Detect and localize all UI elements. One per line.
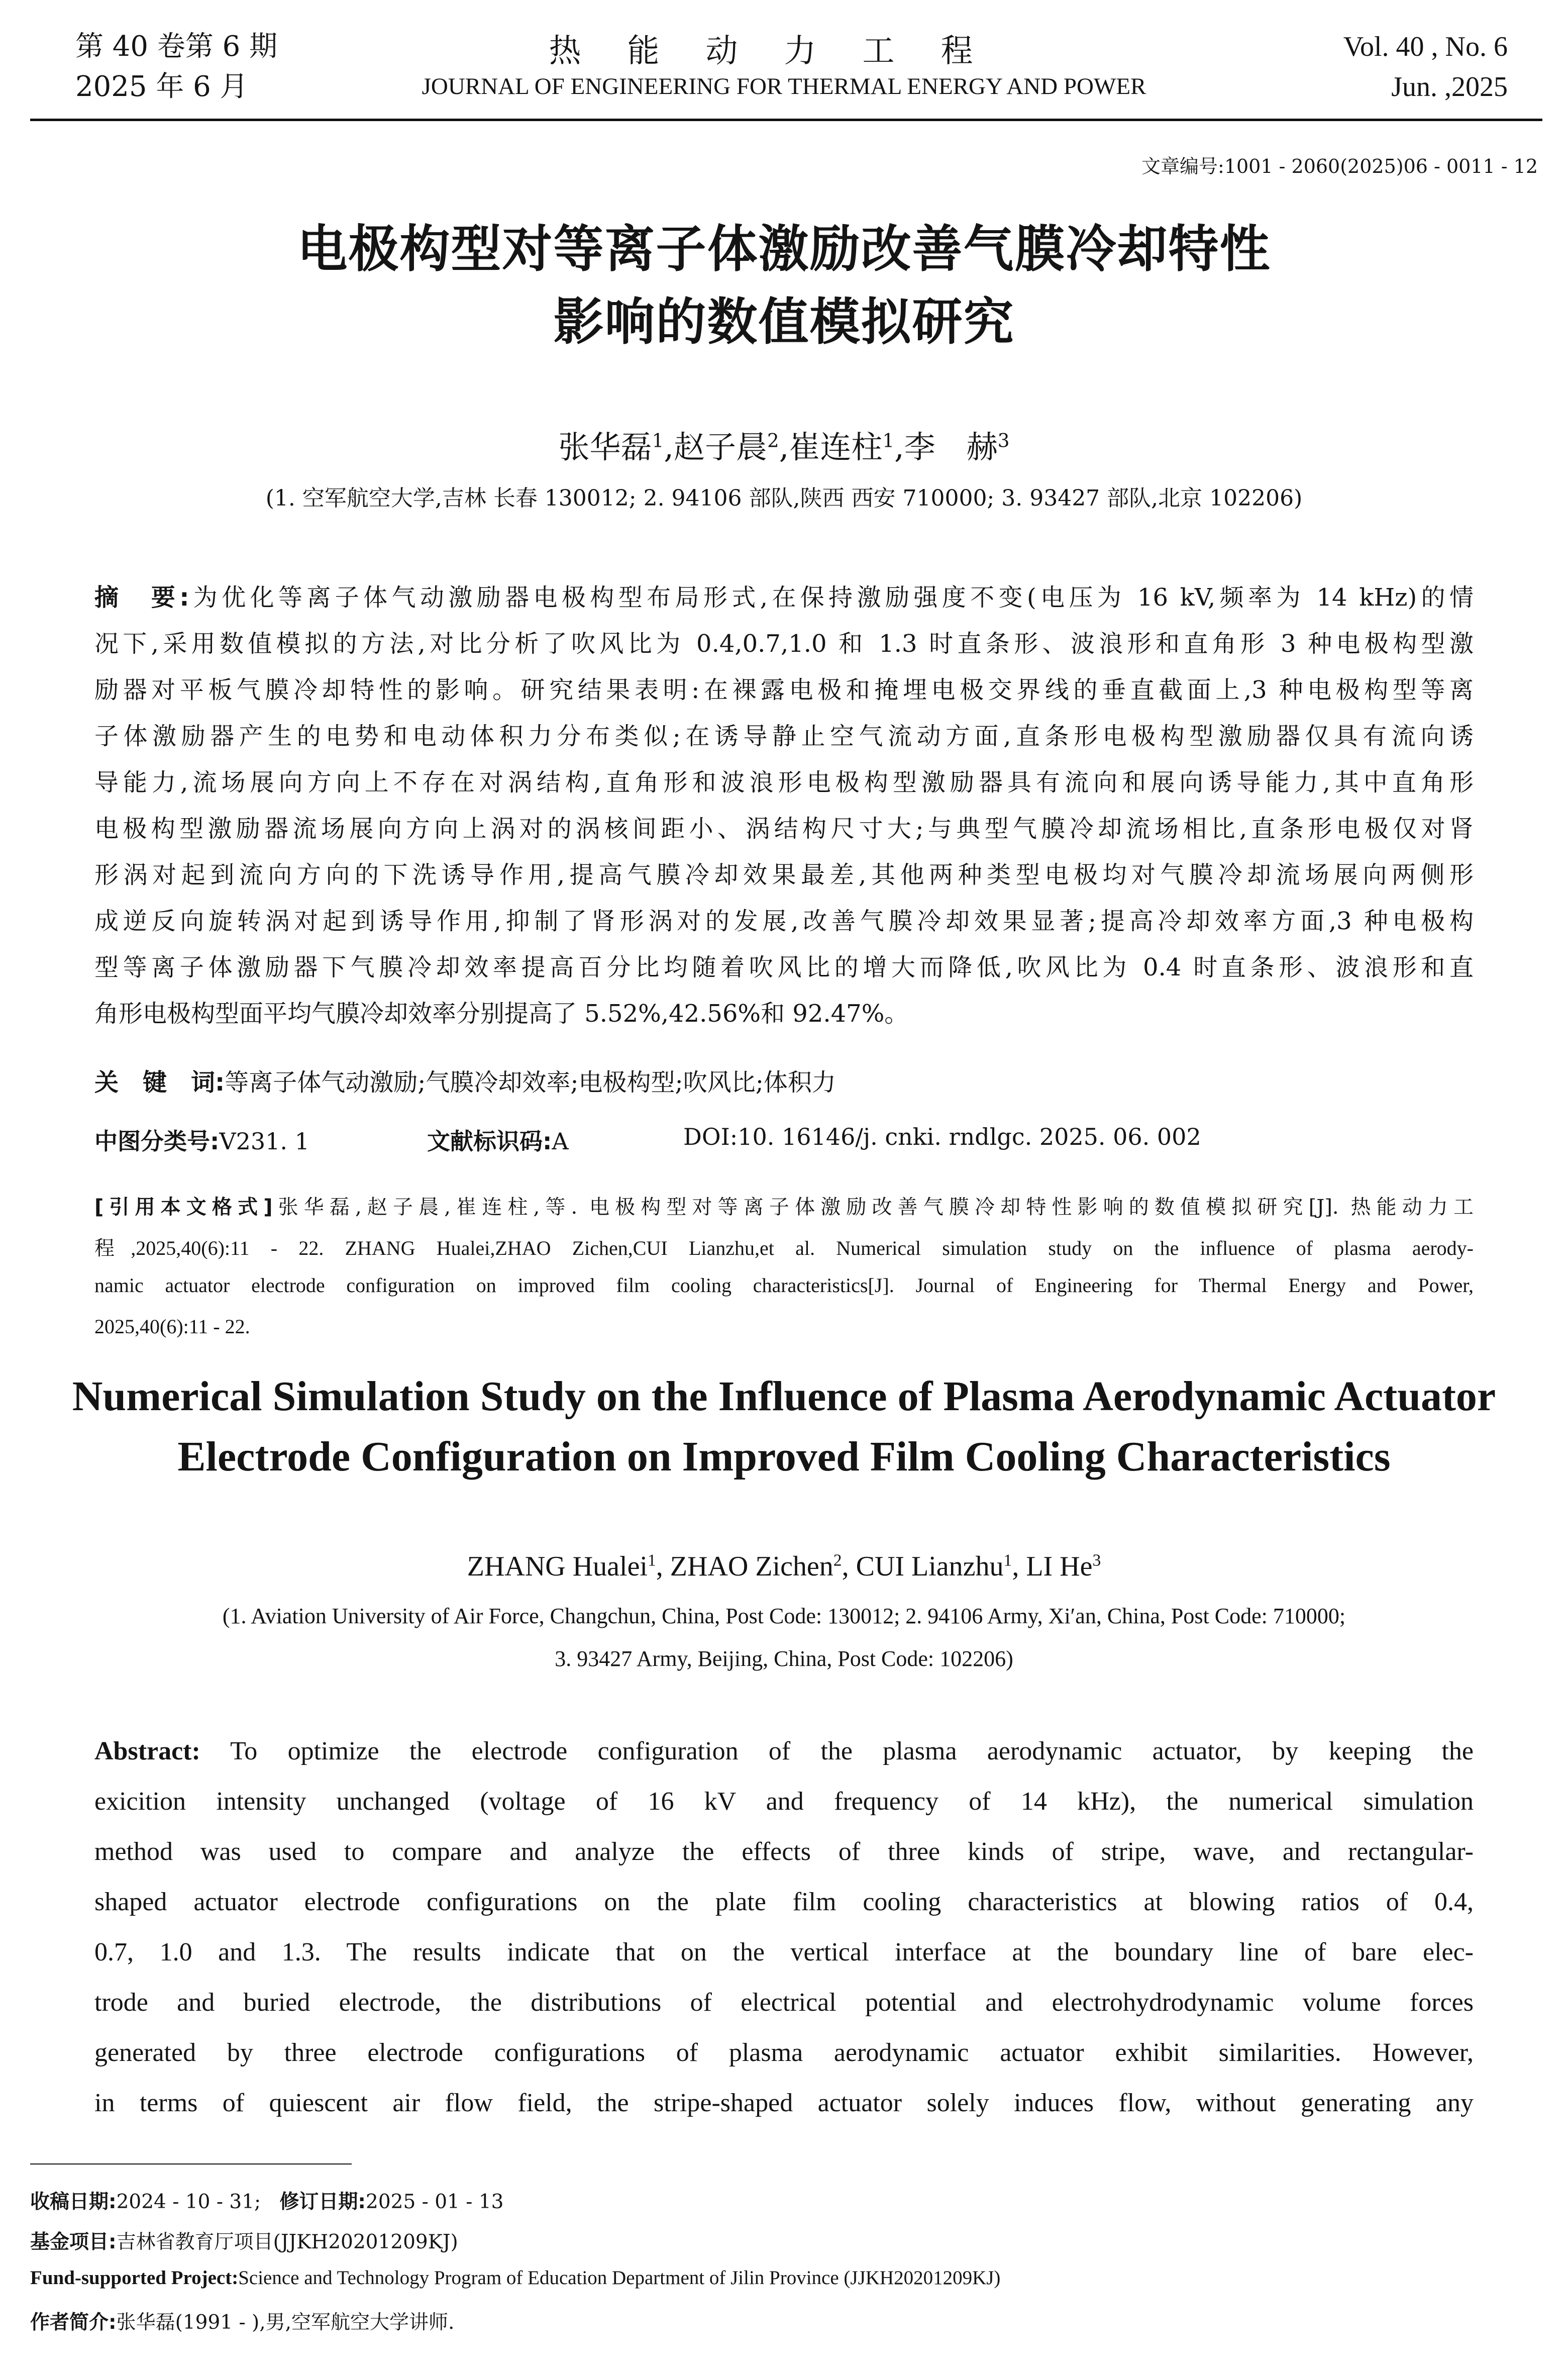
abstract-cn-line: 电极构型激励器流场展向方向上涡对的涡核间距小、涡结构尺寸大;与典型气膜冷却流场相比,直条形电极仅对肾	[94, 815, 1474, 843]
abstract-en-line: method was used to compare and analyze the effects of three kinds of stripe, wave, and rectangular-	[94, 1837, 1474, 1866]
authors-cn: 张华磊$^1$,赵子晨$^2$,崔连柱$^1$,李 赫$^3$	[558, 429, 1010, 465]
abstract-en-line: 0.7, 1.0 and 1.3. The results indicate that on the vertical interface at the boundary line of bare elec-	[94, 1938, 1474, 1966]
author-name: 赵子晨	[673, 429, 767, 465]
journal-name-cn: 热能动力工程	[549, 33, 1019, 70]
footnote-author-bio: 作者简介:张华磊(1991 - ),男,空军航空大学讲师.	[30, 2311, 455, 2334]
abstract-en-line: Abstract: To optimize the electrode configuration of the plasma aerodynamic actuator, by keeping the	[94, 1737, 1474, 1765]
title-en-line-2: Electrode Configuration on Improved Film Cooling Characteristics	[177, 1433, 1391, 1480]
author-name: ZHAO Zichen	[670, 1551, 833, 1582]
abstract-cn-line: 子体激励器产生的电势和电动体积力分布类似;在诱导静止空气流动方面,直条形电极构型激励器仅具有流向诱	[94, 722, 1474, 750]
keywords-cn	[94, 1063, 836, 1098]
author-name: 张华磊	[558, 429, 652, 465]
abstract-en	[94, 1736, 1474, 2138]
title-en-line-1: Numerical Simulation Study on the Influence of Plasma Aerodynamic Actuator	[72, 1373, 1496, 1420]
author-affiliation-mark: 1	[647, 1551, 656, 1570]
abstract-cn-line: 成逆反向旋转涡对起到诱导作用,抑制了肾形涡对的发展,改善气膜冷却效果显著;提高冷却效率方面,3 种电极构	[94, 907, 1474, 935]
author-name: CUI Lianzhu	[856, 1551, 1004, 1582]
header-rule	[30, 119, 1542, 121]
author-affiliation-mark: 2	[833, 1551, 842, 1570]
abstract-cn-line: 型等离子体激励器下气膜冷却效率提高百分比均随着吹风比的增大而降低,吹风比为 0.4 时直条形、波浪形和直	[94, 953, 1474, 981]
classification-clc: 中图分类号:V231. 1	[94, 1128, 309, 1155]
keywords-cn-text: 等离子体气动激励;气膜冷却效率;电极构型;吹风比;体积力	[225, 1068, 836, 1097]
citation-line: 2025,40(6):11 - 22.	[94, 1315, 250, 1338]
affiliation-en-line-2: 3. 93427 Army, Beijing, China, Post Code: 102206)	[555, 1646, 1013, 1671]
abstract-en-label: Abstract:	[94, 1737, 200, 1765]
affiliation-en-line-1: (1. Aviation University of Air Force, Changchun, China, Post Code: 130012; 2. 94106 Army, Xi′an, China, Post Code: 710000;	[222, 1604, 1346, 1628]
abstract-en-line: trode and buried electrode, the distributions of electrical potential and electrohydrodynamic volume forces	[94, 1988, 1474, 2017]
author-affiliation-mark: 1	[882, 429, 895, 452]
footnote-rule	[30, 2163, 352, 2164]
title-cn-line-2: 影响的数值模拟研究	[553, 292, 1015, 351]
abstract-cn-line: 况下,采用数值模拟的方法,对比分析了吹风比为 0.4,0.7,1.0 和 1.3 时直条形、波浪形和直角形 3 种电极构型激	[94, 630, 1474, 658]
citation-line: 程,2025,40(6):11 - 22. ZHANG Hualei,ZHAO Zichen,CUI Lianzhu,et al. Numerical simulation study on the influence of plasma aerody-	[94, 1237, 1474, 1259]
author-affiliation-mark: 3	[997, 429, 1010, 452]
title-cn-line-1: 电极构型对等离子体激励改善气膜冷却特性	[297, 220, 1271, 278]
author-affiliation-mark: 3	[1092, 1551, 1101, 1570]
author-name: ZHANG Hualei	[467, 1551, 648, 1582]
author-affiliation-mark: 2	[767, 429, 779, 452]
footnote-fund-cn: 基金项目:吉林省教育厅项目(JJKH20201209KJ)	[30, 2231, 458, 2253]
abstract-en-line: shaped actuator electrode configurations on the plate film cooling characteristics at blowing ratios of 0.4,	[94, 1888, 1474, 1916]
author-affiliation-mark: 1	[652, 429, 664, 452]
classification-doc-code: 文献标识码:A	[427, 1128, 569, 1155]
received-date: 2024 - 10 - 31;	[116, 2191, 261, 2213]
abstract-cn-line: 摘 要:为优化等离子体气动激励器电极构型布局形式,在保持激励强度不变(电压为 16 kV,频率为 14 kHz)的情	[94, 583, 1474, 612]
citation-label: [引用本文格式]	[94, 1196, 273, 1219]
doi: DOI:10. 16146/j. cnki. rndlgc. 2025. 06. 002	[683, 1123, 1201, 1150]
footnote-dates: 收稿日期:2024 - 10 - 31; 修订日期:2025 - 01 - 13	[30, 2191, 504, 2213]
footnote-fund-en: Fund-supported Project:Science and Technology Program of Education Department of Jilin Province (JJKH20201209KJ)	[30, 2267, 1001, 2289]
article-number: 文章编号:1001 - 2060(2025)06 - 0011 - 12	[1141, 155, 1538, 177]
affiliation-cn: (1. 空军航空大学,吉林 长春 130012; 2. 94106 部队,陕西 西安 710000; 3. 93427 部队,北京 102206)	[265, 485, 1303, 511]
abstract-en-line: generated by three electrode configurations of plasma aerodynamic actuator exhibit similarities. However,	[94, 2038, 1474, 2067]
revised-date: 2025 - 01 - 13	[366, 2191, 504, 2213]
abstract-en-line: in terms of quiescent air flow field, the stripe-shaped actuator solely induces flow, without generating any	[94, 2089, 1474, 2117]
author-name: 李 赫	[904, 429, 998, 465]
journal-name-en: JOURNAL OF ENGINEERING FOR THERMAL ENERGY AND POWER	[422, 73, 1146, 100]
abstract-cn-label: 摘 要:	[94, 583, 189, 612]
abstract-cn-line: 形涡对起到流向方向的下洗诱导作用,提高气膜冷却效果最差,其他两种类型电极均对气膜冷却流场展向两侧形	[94, 861, 1474, 889]
author-affiliation-mark: 1	[1003, 1551, 1012, 1570]
volume-issue-en: Vol. 40 , No. 6	[1343, 31, 1508, 62]
abstract-cn-line: 励器对平板气膜冷却特性的影响。研究结果表明:在裸露电极和掩埋电极交界线的垂直截面上,3 种电极构型等离	[94, 676, 1474, 704]
citation-line: [引用本文格式]张华磊,赵子晨,崔连柱,等. 电极构型对等离子体激励改善气膜冷却特性影响的数值模拟研究[J]. 热能动力工	[94, 1196, 1474, 1219]
date-en: Jun. ,2025	[1391, 71, 1508, 103]
abstract-cn-line: 导能力,流场展向方向上不存在对涡结构,直角形和波浪形电极构型激励器具有流向和展向诱导能力,其中直角形	[94, 768, 1474, 797]
abstract-en-line: exicition intensity unchanged (voltage of 16 kV and frequency of 14 kHz), the numerical simulation	[94, 1787, 1474, 1816]
author-name: LI He	[1026, 1551, 1093, 1582]
abstract-cn-line: 角形电极构型面平均气膜冷却效率分别提高了 5.52%,42.56%和 92.47%。	[94, 1000, 909, 1028]
citation-block	[94, 1191, 1474, 1356]
volume-issue-cn: 第 40 卷第 6 期	[75, 30, 278, 63]
authors-en: ZHANG Hualei$^1$, ZHAO Zichen$^2$, CUI Lianzhu$^1$, LI He$^3$	[467, 1551, 1101, 1582]
citation-line: namic actuator electrode configuration on improved film cooling characteristics[J]. Journal of Engineering for Thermal Energy and Power,	[94, 1274, 1474, 1297]
date-cn: 2025 年 6 月	[75, 70, 248, 103]
keywords-cn-label: 关 键 词:	[94, 1068, 225, 1097]
author-name: 崔连柱	[789, 429, 883, 465]
abstract-cn	[94, 578, 1474, 1040]
